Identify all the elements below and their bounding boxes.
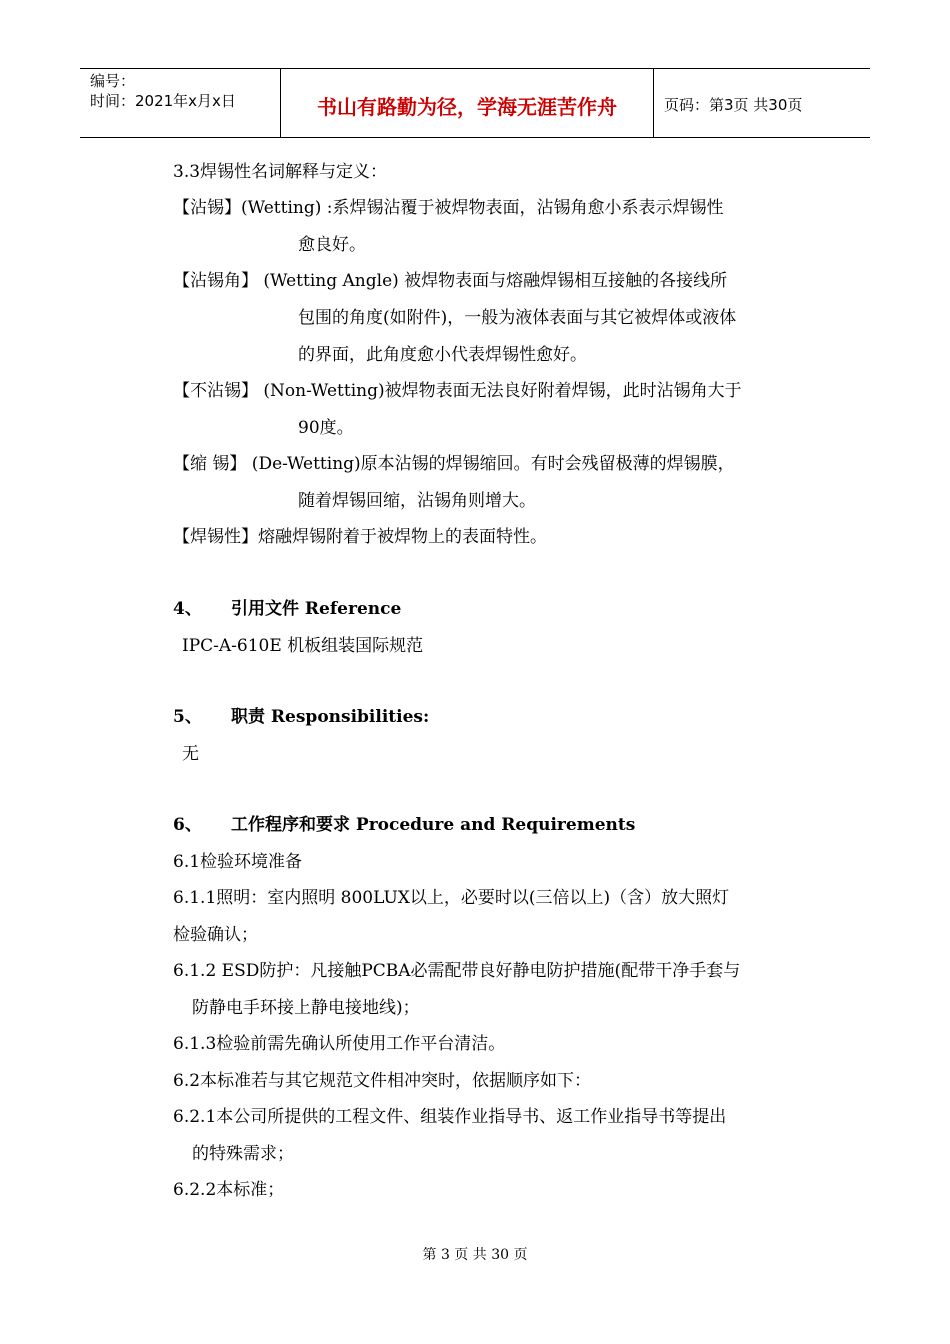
term-non-wetting: 【不沾锡】 (Non-Wetting)被焊物表面无法良好附着焊锡，此时沾锡角大于: [173, 381, 742, 401]
section-6-line: 检验确认；: [173, 925, 258, 945]
header-motto: 书山有路勤为径，学海无涯苦作舟: [281, 69, 654, 137]
section-4-title: 引用文件 Reference: [231, 599, 402, 619]
section-6-line: 防静电手环接上静电接地线)；: [192, 998, 420, 1018]
header-page-info: 页码：第3页 共30页: [664, 95, 803, 114]
term-wetting-angle: 【沾锡角】 (Wetting Angle) 被焊物表面与熔融焊锡相互接触的各接线所: [173, 271, 728, 291]
section-6-title: 工作程序和要求 Procedure and Requirements: [231, 815, 636, 835]
section-5-number: 5、: [173, 707, 202, 727]
header-left-cell: [80, 69, 281, 137]
section-4-heading: [173, 597, 401, 621]
term-de-wetting: 【缩 锡】 (De-Wetting)原本沾锡的焊锡缩回。有时会残留极薄的焊锡膜，: [173, 454, 735, 474]
doc-code-label: 编号：: [90, 72, 136, 90]
section-4-number: 4、: [173, 599, 202, 619]
term-solderability: 【焊锡性】熔融焊锡附着于被焊物上的表面特性。: [173, 527, 547, 547]
section-6-line: 6.2.2本标准；: [173, 1180, 285, 1200]
section-6-line: 6.1.1照明：室内照明 800LUX以上，必要时以(三倍以上)（含）放大照灯: [173, 888, 730, 908]
section-6-line: 6.1检验环境准备: [173, 852, 303, 872]
section-5-title: 职责 Responsibilities:: [231, 707, 430, 727]
section-3-3-title: 3.3焊锡性名词解释与定义：: [173, 162, 388, 182]
section-6-line: 6.1.2 ESD防护：凡接触PCBA必需配带良好静电防护措施(配带干净手套与: [173, 961, 741, 981]
section-6-line: 的特殊需求；: [192, 1144, 294, 1164]
doc-date-label: 时间：2021年x月x日: [90, 92, 236, 110]
term-wetting-angle-cont-2: 的界面，此角度愈小代表焊锡性愈好。: [298, 345, 587, 365]
page-footer: 第 3 页 共 30 页: [422, 1247, 528, 1263]
page-header: [80, 68, 870, 138]
section-6-line: 6.1.3检验前需先确认所使用工作平台清洁。: [173, 1034, 506, 1054]
term-non-wetting-cont: 90度。: [298, 418, 354, 438]
section-5-body: 无: [182, 744, 199, 764]
section-6-line: 6.2本标准若与其它规范文件相冲突时，依据顺序如下：: [173, 1071, 592, 1091]
section-6-number: 6、: [173, 815, 202, 835]
term-wetting-angle-cont-1: 包围的角度(如附件)，一般为液体表面与其它被焊体或液体: [298, 308, 737, 328]
term-wetting-cont: 愈良好。: [298, 235, 366, 255]
term-wetting: 【沾锡】(Wetting) :系焊锡沾覆于被焊物表面，沾锡角愈小系表示焊锡性: [173, 198, 724, 218]
section-6-line: 6.2.1本公司所提供的工程文件、组装作业指导书、返工作业指导书等提出: [173, 1107, 727, 1127]
section-6-heading: [173, 813, 635, 837]
term-de-wetting-cont: 随着焊锡回缩，沾锡角则增大。: [298, 491, 536, 511]
section-5-heading: [173, 705, 429, 729]
section-4-body: IPC-A-610E 机板组装国际规范: [182, 636, 424, 656]
